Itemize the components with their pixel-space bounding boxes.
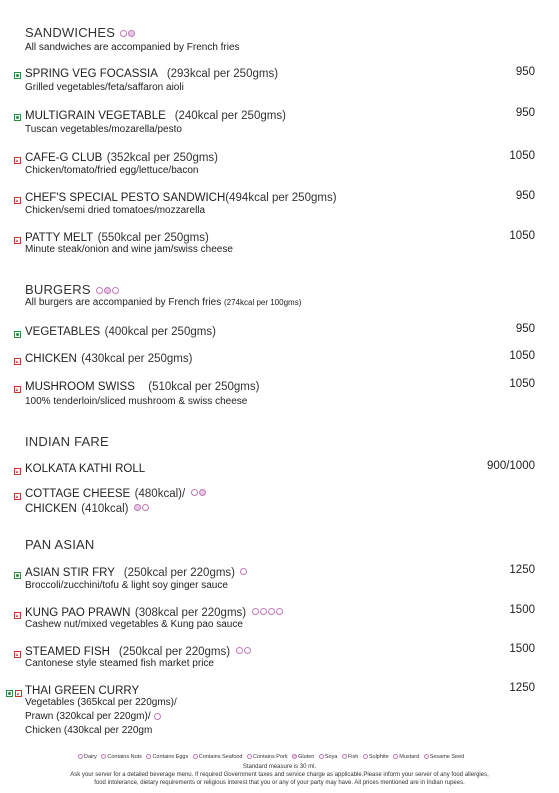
nonveg-icon (14, 380, 21, 398)
menu-item-name: PATTY MELT (550kcal per 250gms) (25, 232, 209, 244)
eggs-icon (146, 754, 151, 759)
section-note: All burgers are accompanied by French fries (274kcal per 100gms) (25, 297, 302, 308)
nonveg-icon (14, 352, 21, 370)
menu-item-price: 1250 (509, 682, 535, 694)
seafood-icon (252, 608, 259, 615)
menu-item-desc: Chicken/tomato/fried egg/lettuce/bacon (25, 165, 199, 176)
menu-item-price: 1500 (509, 643, 535, 655)
nonveg-icon (14, 606, 21, 624)
nonveg-icon (14, 151, 21, 169)
veg-icon (14, 325, 21, 343)
menu-item-name: COTTAGE CHEESE (480kcal)/ (25, 484, 206, 502)
menu-item-desc: Chicken (430kcal per 220gm (25, 725, 153, 736)
menu-item-name: VEGETABLES (400kcal per 250gms) (25, 326, 216, 338)
menu-item-name: THAI GREEN CURRY (25, 685, 140, 697)
gluten-icon (134, 504, 141, 511)
menu-item-name: ASIAN STIR FRY (250kcal per 220gms) (25, 563, 247, 581)
menu-item-desc: Cashew nut/mixed vegetables & Kung pao sauce (25, 619, 243, 630)
menu-item-desc: Prawn (320kcal per 220gm)/ (25, 711, 161, 722)
menu-item-name: MUSHROOM SWISS (510kcal per 250gms) (25, 381, 260, 393)
gluten-icon (199, 489, 206, 496)
section-note: All sandwiches are accompanied by French fries (25, 42, 240, 53)
pork-icon (247, 754, 252, 759)
seafood-icon (154, 713, 161, 720)
sesame-icon (112, 287, 119, 294)
section-title-pan-asian: PAN ASIAN (25, 537, 95, 552)
menu-item-name: KUNG PAO PRAWN (308kcal per 220gms) (25, 603, 283, 621)
mustard-icon (393, 754, 398, 759)
nonveg-icon (15, 684, 22, 702)
footer-measure: Standard measure is 30 ml. (242, 764, 317, 770)
menu-item-price: 950 (515, 323, 535, 335)
menu-item-price: 900/1000 (487, 460, 535, 472)
menu-item-name: CHEF'S SPECIAL PESTO SANDWICH(494kcal per 250gms) (25, 192, 337, 204)
dairy-icon (191, 489, 198, 496)
menu-item-desc: Minute steak/onion and wine jam/swiss cheese (25, 244, 233, 255)
menu-item-desc: Broccoli/zucchini/tofu & light soy ginger sauce (25, 580, 228, 591)
section-title-sandwiches: SANDWICHES (25, 25, 135, 40)
menu-item-price: 950 (515, 107, 535, 119)
soya-icon (240, 568, 247, 575)
seafood-icon (193, 754, 198, 759)
nonveg-icon (14, 487, 21, 505)
nonveg-icon (14, 191, 21, 209)
menu-item-desc: Vegetables (365kcal per 220gms)/ (25, 697, 177, 708)
dairy-icon (78, 754, 83, 759)
veg-icon (14, 66, 21, 84)
menu-item-price: 950 (515, 66, 535, 78)
nonveg-icon (14, 462, 21, 480)
veg-icon (6, 684, 13, 702)
sesame-icon (424, 754, 429, 759)
dairy-icon (120, 30, 127, 37)
menu-item-price: 1050 (509, 150, 535, 162)
menu-item-name: STEAMED FISH (250kcal per 220gms) (25, 642, 251, 660)
footer-notice-cont: food intolerance, dietary requirements or religious interest that you or any of your party may have. All prices mentioned are in Indian rupees. (94, 780, 465, 786)
menu-item-price: 1500 (509, 604, 535, 616)
menu-item-name: SPRING VEG FOCASSIA (293kcal per 250gms) (25, 68, 279, 80)
sulphite-icon (276, 608, 283, 615)
soya-icon (319, 754, 324, 759)
fish-icon (342, 754, 347, 759)
soya-icon (268, 608, 275, 615)
veg-icon (14, 566, 21, 584)
menu-item-price: 1050 (509, 378, 535, 390)
gluten-icon (128, 30, 135, 37)
menu-item-desc: Tuscan vegetables/mozarella/pesto (25, 124, 182, 135)
nonveg-icon (14, 231, 21, 249)
menu-item-name: CHICKEN (430kcal per 250gms) (25, 353, 193, 365)
sesame-icon (244, 647, 251, 654)
menu-item-desc: Chicken/semi dried tomatoes/mozzarella (25, 205, 206, 216)
footer-notice: Ask your server for a detailed beverage menu. If required Government taxes and service charge as applicable.Please inform your server of any food allergies, (70, 772, 489, 778)
menu-item-name: MULTIGRAIN VEGETABLE (240kcal per 250gms) (25, 110, 286, 122)
dairy-icon (142, 504, 149, 511)
section-title-indian: INDIAN FARE (25, 434, 109, 449)
menu-item-name: CAFE-G CLUB (352kcal per 250gms) (25, 152, 219, 164)
menu-item-price: 1250 (509, 564, 535, 576)
allergen-legend: Dairy Contains Nuts Contains Eggs Contains Seafood Contains Pork Gluten Soya Fish Sulphite Mustard Sesame Seed (75, 754, 464, 760)
menu-item-name: CHICKEN (410kcal) (25, 499, 149, 517)
fish-icon (236, 647, 243, 654)
veg-icon (14, 108, 21, 126)
menu-item-desc: Grilled vegetables/feta/saffaron aioli (25, 82, 184, 93)
menu-item-name: KOLKATA KATHI ROLL (25, 463, 146, 475)
dairy-icon (96, 287, 103, 294)
nuts-icon (101, 754, 106, 759)
gluten-icon (104, 287, 111, 294)
menu-item-price: 1050 (509, 230, 535, 242)
menu-item-desc: 100% tenderloin/sliced mushroom & swiss cheese (25, 396, 248, 407)
nuts-icon (260, 608, 267, 615)
menu-item-price: 1050 (509, 350, 535, 362)
menu-item-price: 950 (515, 190, 535, 202)
nonveg-icon (14, 645, 21, 663)
sulphite-icon (363, 754, 368, 759)
menu-item-desc: Cantonese style steamed fish market price (25, 658, 214, 669)
gluten-icon (292, 754, 297, 759)
section-title-burgers: BURGERS (25, 282, 119, 297)
